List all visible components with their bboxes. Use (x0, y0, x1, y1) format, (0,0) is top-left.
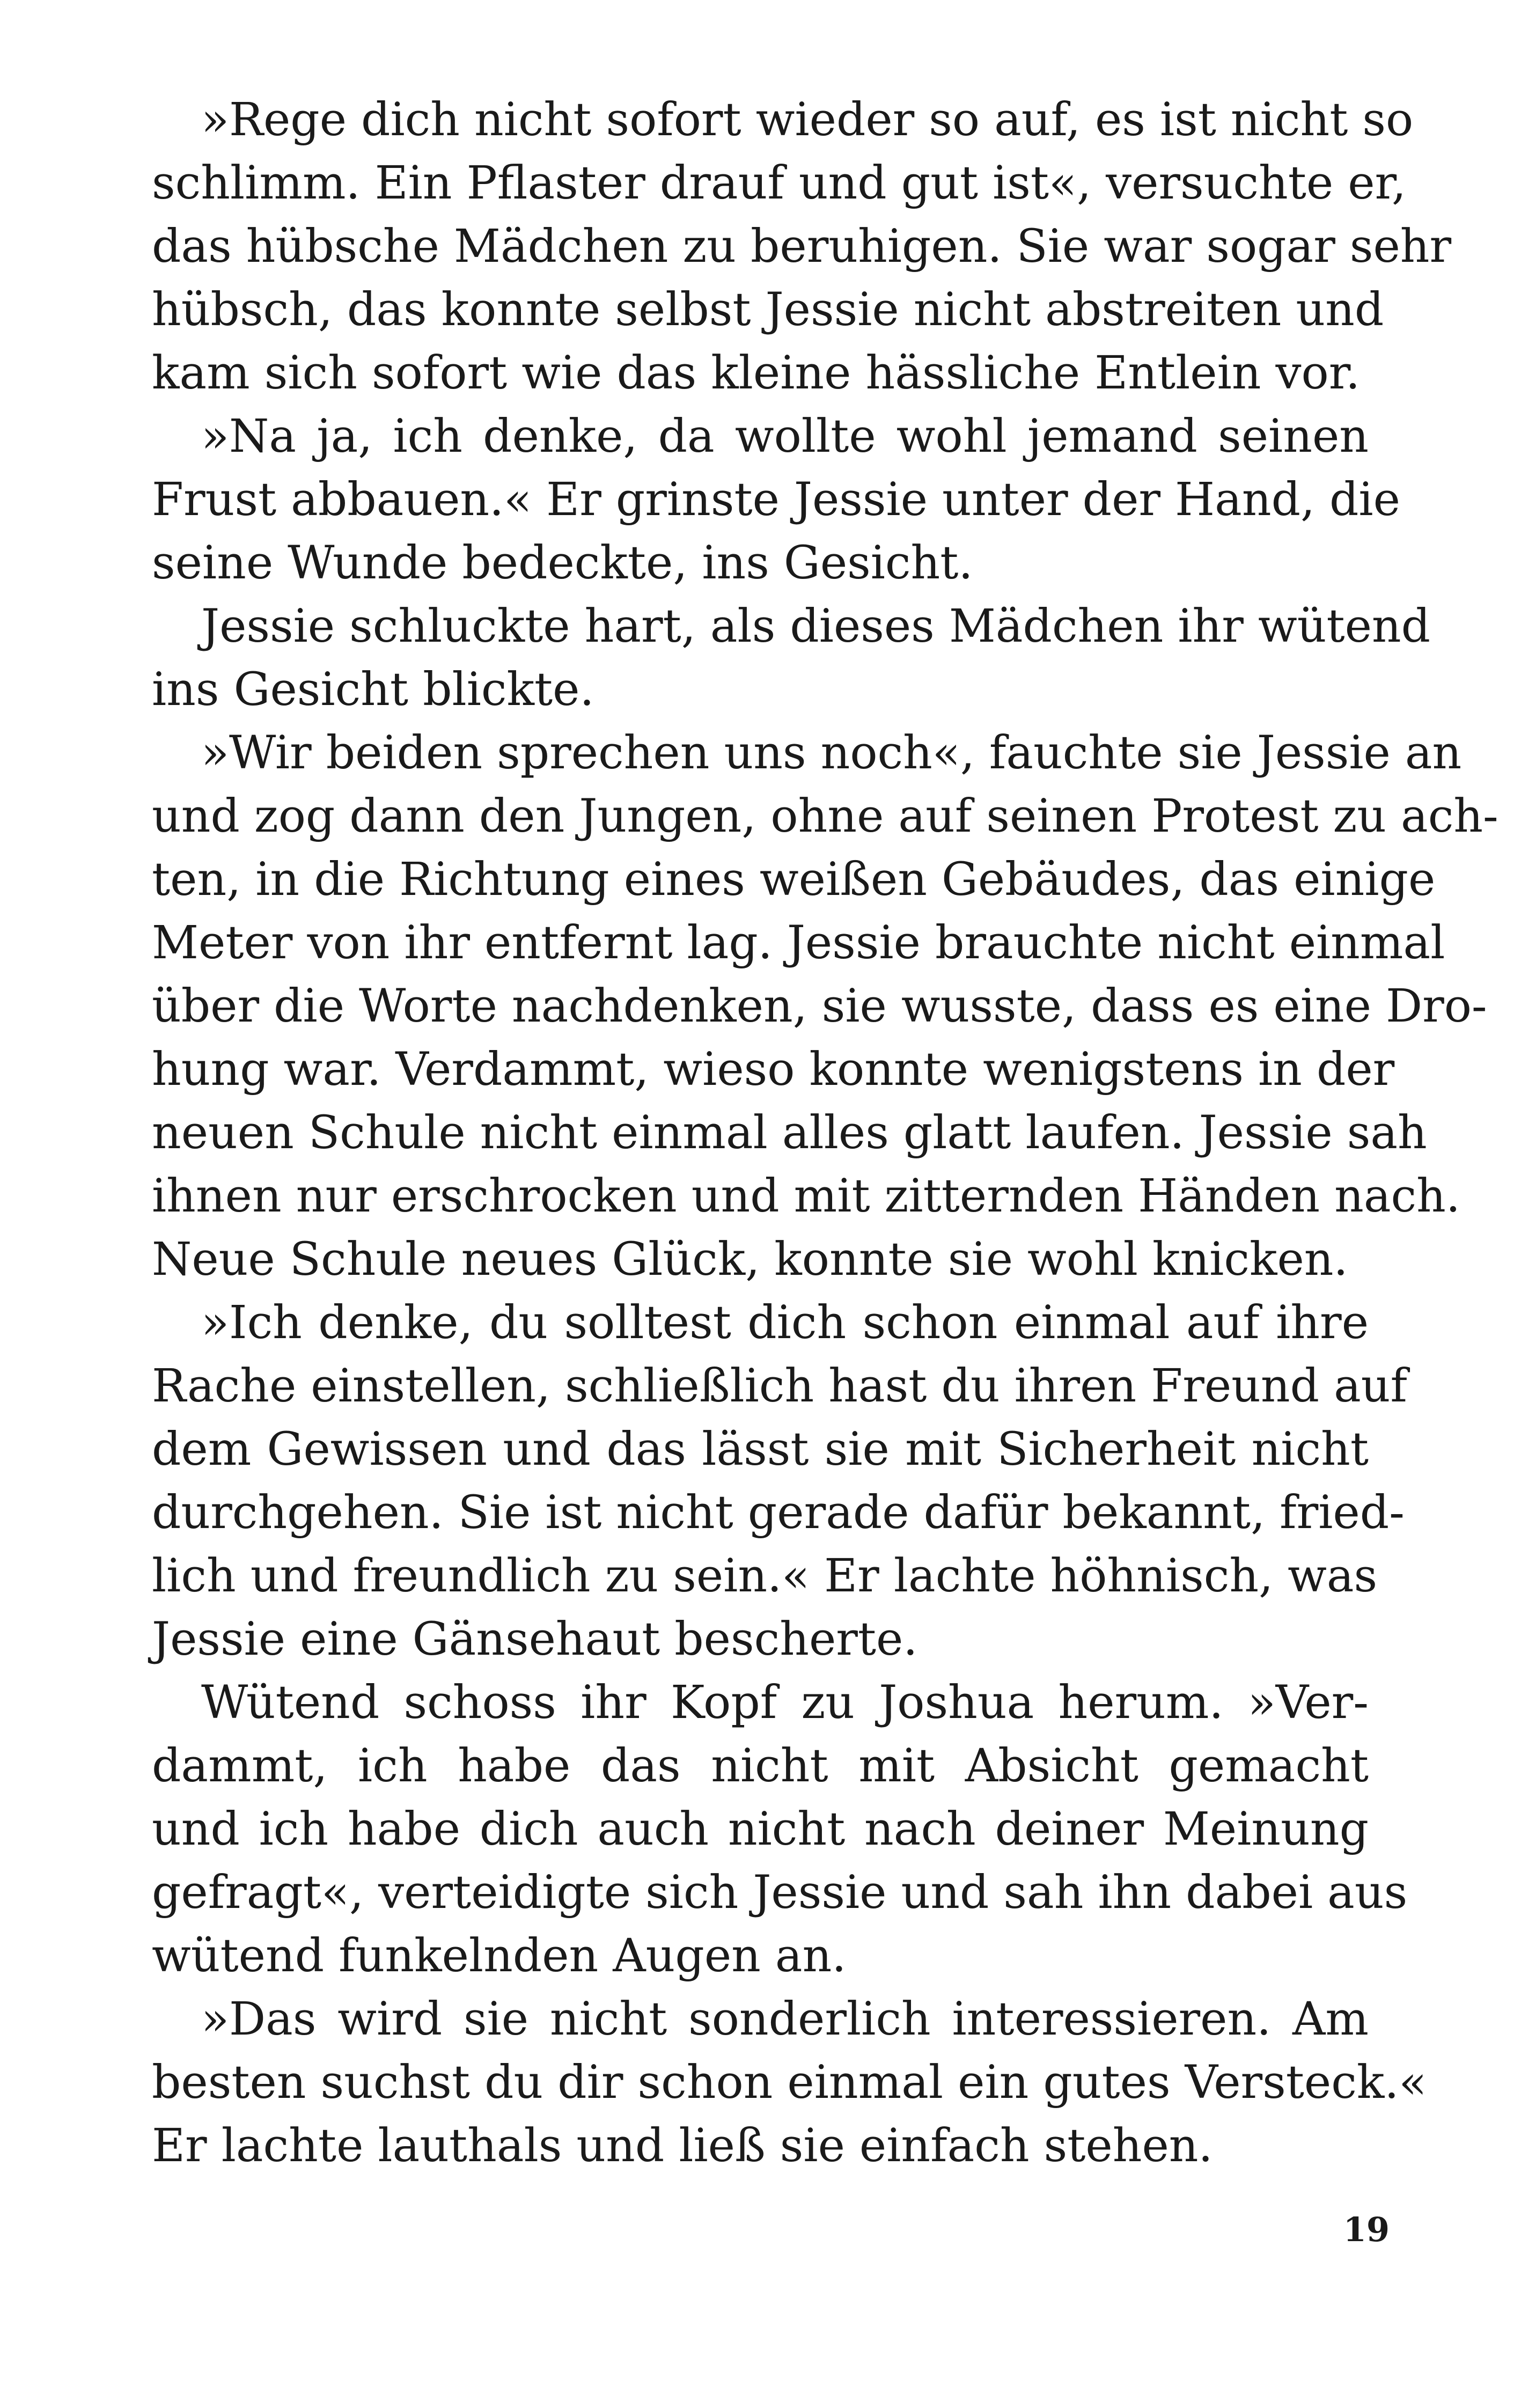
text-line: Meter von ihr entfernt lag. Jessie brauchte nicht einmal (152, 916, 1445, 970)
text-line: durchgehen. Sie ist nicht gerade dafür bekannt, fried- (152, 1486, 1405, 1539)
text-line: ihnen nur erschrocken und mit zitternden Händen nach. (152, 1170, 1460, 1223)
text-line: Rache einstellen, schließlich hast du ihren Freund auf (152, 1360, 1407, 1413)
text-line: kam sich sofort wie das kleine hässliche Entlein vor. (152, 347, 1361, 400)
text-line: das hübsche Mädchen zu beruhigen. Sie war sogar sehr (152, 220, 1452, 273)
body-text (152, 89, 1498, 2178)
text-line: »Rege dich nicht sofort wieder so auf, es ist nicht so (201, 93, 1414, 146)
text-line: schlimm. Ein Pflaster drauf und gut ist«, versuchte er, (152, 157, 1406, 210)
text-line: Jessie schluckte hart, als dieses Mädchen ihr wütend (201, 600, 1431, 653)
page-number: 19 (1343, 2210, 1390, 2249)
text-line: gefragt«, verteidigte sich Jessie und sah ihn dabei aus (152, 1866, 1408, 1919)
text-line: Jessie eine Gänsehaut bescherte. (152, 1613, 918, 1666)
text-line: und zog dann den Jungen, ohne auf seinen Protest zu ach- (152, 790, 1498, 843)
text-line: Wütend schoss ihr Kopf zu Joshua herum. »Ver- (201, 1676, 1369, 1729)
text-line: ten, in die Richtung eines weißen Gebäudes, das einige (152, 853, 1436, 906)
text-line: Frust abbauen.« Er grinste Jessie unter der Hand, die (152, 473, 1400, 526)
text-line: Er lachte lauthals und ließ sie einfach stehen. (152, 2119, 1213, 2172)
text-line: über die Worte nachdenken, sie wusste, dass es eine Dro- (152, 980, 1487, 1033)
text-line: hung war. Verdammt, wieso konnte wenigstens in der (152, 1043, 1395, 1096)
text-line: »Wir beiden sprechen uns noch«, fauchte sie Jessie an (201, 726, 1462, 780)
text-line: hübsch, das konnte selbst Jessie nicht abstreiten und (152, 283, 1384, 336)
text-line: dem Gewissen und das lässt sie mit Sicherheit nicht (152, 1423, 1369, 1476)
text-line: Neue Schule neues Glück, konnte sie wohl knicken. (152, 1233, 1348, 1286)
text-line: »Das wird sie nicht sonderlich interessieren. Am (201, 1993, 1369, 2046)
text-line: neuen Schule nicht einmal alles glatt laufen. Jessie sah (152, 1106, 1427, 1159)
text-line: besten suchst du dir schon einmal ein gutes Versteck.« (152, 2056, 1427, 2109)
text-line: »Ich denke, du solltest dich schon einmal auf ihre (201, 1296, 1369, 1349)
text-line: wütend funkelnden Augen an. (152, 1929, 847, 1983)
text-line: lich und freundlich zu sein.« Er lachte höhnisch, was (152, 1550, 1378, 1603)
text-line: »Na ja, ich denke, da wollte wohl jemand seinen (201, 410, 1369, 463)
text-line: und ich habe dich auch nicht nach deiner Meinung (152, 1803, 1369, 1856)
text-line: seine Wunde bedeckte, ins Gesicht. (152, 537, 973, 590)
text-line: ins Gesicht blickte. (152, 663, 594, 716)
text-line: dammt, ich habe das nicht mit Absicht gemacht (152, 1739, 1369, 1793)
